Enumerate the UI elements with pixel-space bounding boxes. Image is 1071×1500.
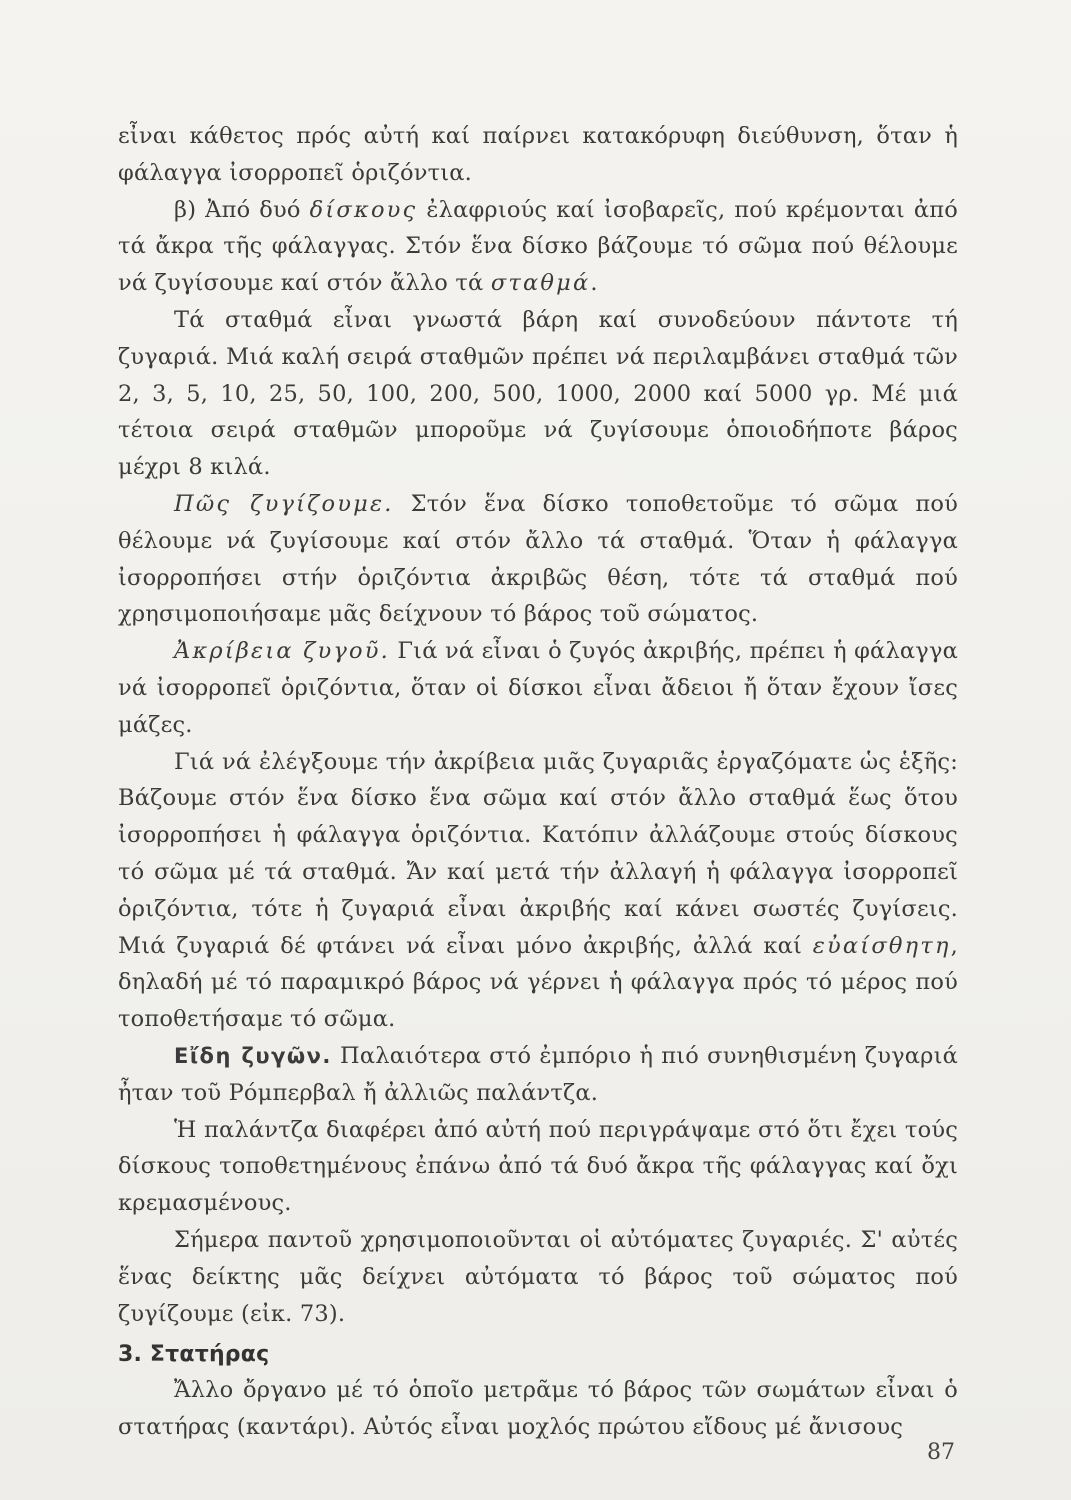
body-text xyxy=(118,118,958,1446)
paragraph-text: ἐλαφριούς καί ἰσοβαρεῖς, πού κρέμονται ἀπό τά ἄκρα τῆς φάλαγγας. Στόν ἕνα δίσκο βάζουμε τό σῶμα πού θέλουμε νά ζυγίσουμε καί στόν ἄλλο τά xyxy=(118,196,959,297)
paragraph-text: εἶναι κάθετος πρός αὐτή καί παίρνει κατακόρυφη διεύθυνση, ὅταν ἡ φάλαγγα ἰσορροπεῖ ὁριζόντια. xyxy=(118,123,958,186)
paragraph-text: Παλαιότερα στό ἐμπόριο ἡ πιό συνηθισμένη ζυγαριά ἦταν τοῦ Ρόμπερβαλ ἤ ἀλλιῶς παλάντζα. xyxy=(118,1042,958,1106)
paragraph xyxy=(118,1038,958,1112)
paragraph xyxy=(118,1372,958,1446)
paragraph-text: . xyxy=(590,270,598,297)
bold-term: Εἴδη ζυγῶν. xyxy=(174,1043,332,1068)
paragraph-text: Τά σταθμά εἶναι γνωστά βάρη καί συνοδεύουν πάντοτε τή ζυγαριά. Μιά καλή σειρά σταθμῶν πρέπει νά περιλαμβάνει σταθμά τῶν 2, 3, 5, 10, 25, 50, 100, 200, 500, 1000, 2000 καί 5000 γρ. Μέ μιά τέτοια σειρά σταθμῶν μποροῦμε νά ζυγίσουμε ὁποιοδήποτε βάρος μέχρι 8 κιλά. xyxy=(118,306,958,481)
paragraph xyxy=(118,118,958,192)
paragraph xyxy=(118,744,958,1038)
paragraph-text: Στόν ἕνα δίσκο τοποθετοῦμε τό σῶμα πού θέλουμε νά ζυγίσουμε καί στόν ἄλλο τά σταθμά. Ὅταν ἡ φάλαγγα ἰσορροπήσει στήν ὁριζόντια ἀκριβῶς θέση, τότε τά σταθμά πού χρησιμοποιήσαμε μᾶς δείχνουν τό βάρος τοῦ σώματος. xyxy=(118,490,958,628)
page-number: 87 xyxy=(927,1440,955,1465)
paragraph-text: Γιά νά ἐλέγξουμε τήν ἀκρίβεια μιᾶς ζυγαριᾶς ἐργαζόματε ὡς ἑξῆς: Βάζουμε στόν ἕνα δίσκο ἕνα σῶμα καί στόν ἄλλο σταθμά ἕως ὅτου ἰσορροπήσει ἡ φάλαγγα ὁριζόντια. Κατόπιν ἀλλάζουμε στούς δίσκους τό σῶμα μέ τά σταθμά. Ἄν καί μετά τήν ἀλλαγή ἡ φάλαγγα ἰσορροπεῖ ὁριζόντια, τότε ἡ ζυγαριά εἶναι ἀκριβής καί κάνει σωστές ζυγίσεις. Μιά ζυγαριά δέ φτάνει νά εἶναι μόνο ἀκριβής, ἀλλά καί xyxy=(118,748,958,959)
paragraph-text: Γιά νά εἶναι ὁ ζυγός ἀκριβής, πρέπει ἡ φάλαγγα νά ἰσορροπεῖ ὁριζόντια, ὅταν οἱ δίσκοι εἶναι ἄδειοι ἤ ὅταν ἔχουν ἴσες μάζες. xyxy=(118,638,958,738)
paragraph xyxy=(118,486,958,633)
emphasis-term: Ἀκρίβεια ζυγοῦ. xyxy=(174,638,391,665)
paragraph xyxy=(118,1112,958,1222)
paragraph-text: Σήμερα παντοῦ χρησιμοποιοῦνται οἱ αὐτόματες ζυγαριές. Σ' αὐτές ἕνας δείκτης μᾶς δείχνει αὐτόματα τό βάρος τοῦ σώματος πού ζυγίζουμε (εἰκ. 73). xyxy=(118,1226,958,1327)
paragraph-text: Ἡ παλάντζα διαφέρει ἀπό αὐτή πού περιγράψαμε στό ὅτι ἔχει τούς δίσκους τοποθετημένους ἐπάνω ἀπό τά δυό ἄκρα τῆς φάλαγγας καί ὄχι κρεμασμένους. xyxy=(118,1116,958,1217)
paragraph-text: β) Ἀπό δυό xyxy=(174,196,310,223)
emphasis-term: εὐαίσθητη xyxy=(812,932,951,959)
section-heading: 3. Στατήρας xyxy=(118,1342,270,1368)
paragraph xyxy=(118,302,958,486)
paragraph xyxy=(118,192,958,302)
emphasis-term: δίσκους xyxy=(309,196,418,223)
paragraph-text: , δηλαδή μέ τό παραμικρό βάρος νά γέρνει ἡ φάλαγγα πρός τό μέρος πού τοποθετήσαμε τό σῶμα. xyxy=(118,932,958,1033)
paragraph xyxy=(118,633,958,743)
paragraph-text: Ἄλλο ὄργανο μέ τό ὁποῖο μετρᾶμε τό βάρος τῶν σωμάτων εἶναι ὁ στατήρας (καντάρι). Αὐτός εἶναι μοχλός πρώτου εἴδους μέ ἄνισους xyxy=(118,1377,958,1441)
paragraph xyxy=(118,1222,958,1332)
emphasis-term: Πῶς ζυγίζουμε. xyxy=(174,490,394,517)
emphasis-term: σταθμά xyxy=(490,270,591,297)
